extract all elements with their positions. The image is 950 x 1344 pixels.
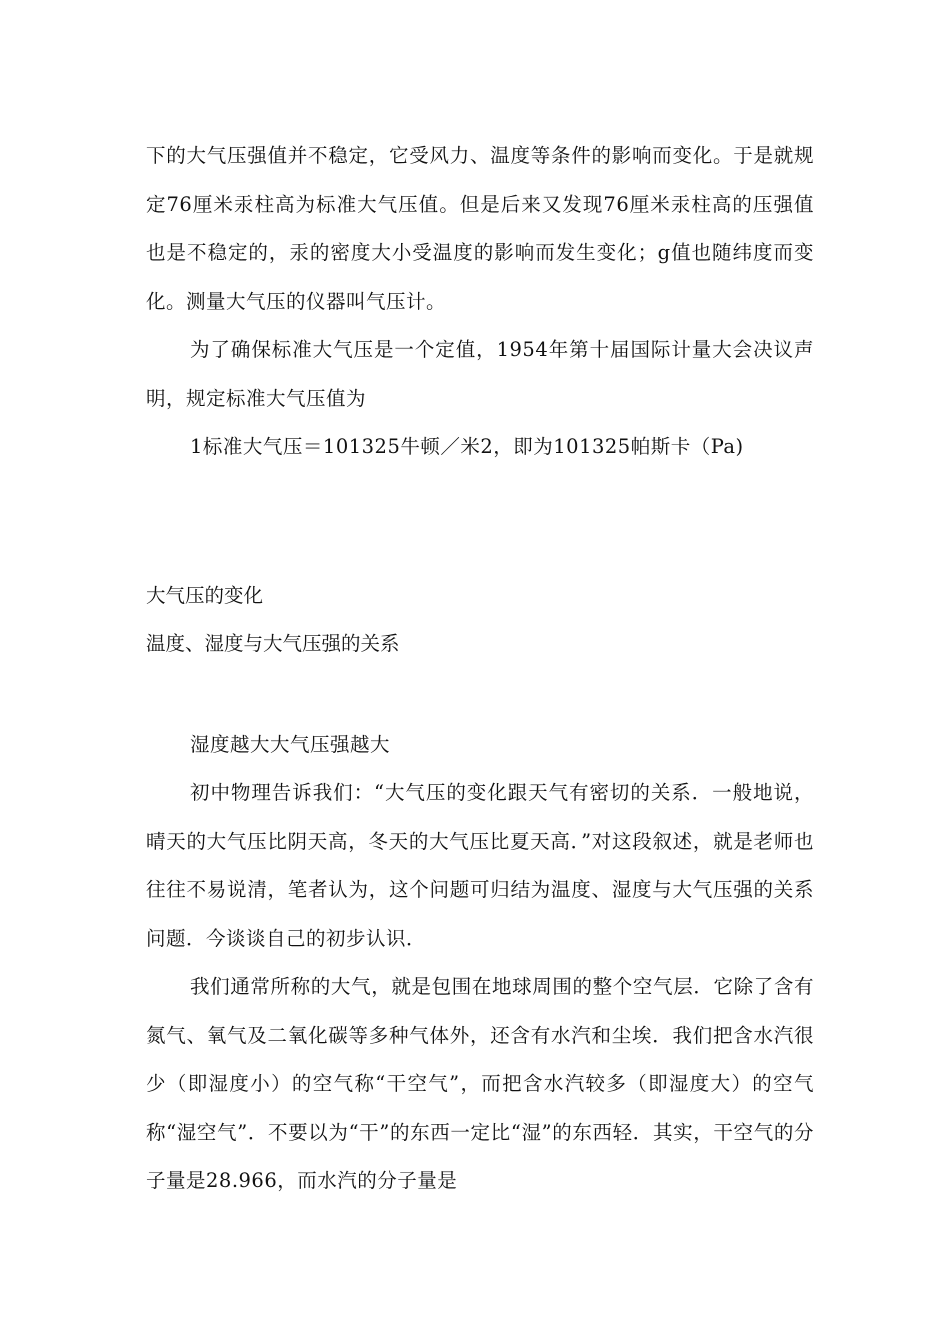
section-subtitle: 温度、湿度与大气压强的关系: [146, 632, 400, 655]
spacer: [146, 669, 814, 721]
paragraph-thesis: 湿度越大大气压强越大: [190, 732, 391, 756]
paragraph-pressure-variation: 下的大气压强值并不稳定，它受风力、温度等条件的影响而变化。于是就规定76厘米汞柱高为标准大气压值。但是后来又发现76厘米汞柱高的压强值也是不稳定的，汞的密度大小受温度的影响而发生变化；g值也随纬度而变化。测量大气压的仪器叫气压计。: [146, 144, 814, 313]
paragraph-textbook-quote: 初中物理告诉我们：“大气压的变化跟天气有密切的关系．一般地说，晴天的大气压比阴天高，冬天的大气压比夏天高．”对这段叙述，就是老师也往往不易说清，笔者认为，这个问题可归结为温度、湿度与大气压强的关系问题．今谈谈自己的初步认识．: [146, 781, 814, 950]
paragraph-standard-value: 1标准大气压＝101325牛顿／米2，即为101325帕斯卡（Pa): [190, 435, 744, 458]
spacer: [146, 472, 814, 572]
section-title: 大气压的变化: [146, 583, 264, 607]
document-body: [146, 132, 814, 1206]
paragraph-standard-definition: 为了确保标准大气压是一个定值，1954年第十届国际计量大会决议声明，规定标准大气压值为: [146, 338, 814, 410]
paragraph-dry-wet-air: 我们通常所称的大气，就是包围在地球周围的整个空气层．它除了含有氮气、氧气及二氧化碳等多种气体外，还含有水汽和尘埃．我们把含水汽很少（即湿度小）的空气称“干空气”，而把含水汽较多（即湿度大）的空气称“湿空气”．不要以为“干”的东西一定比“湿”的东西轻．其实，干空气的分子量是28.966，而水汽的分子量是: [146, 975, 814, 1192]
